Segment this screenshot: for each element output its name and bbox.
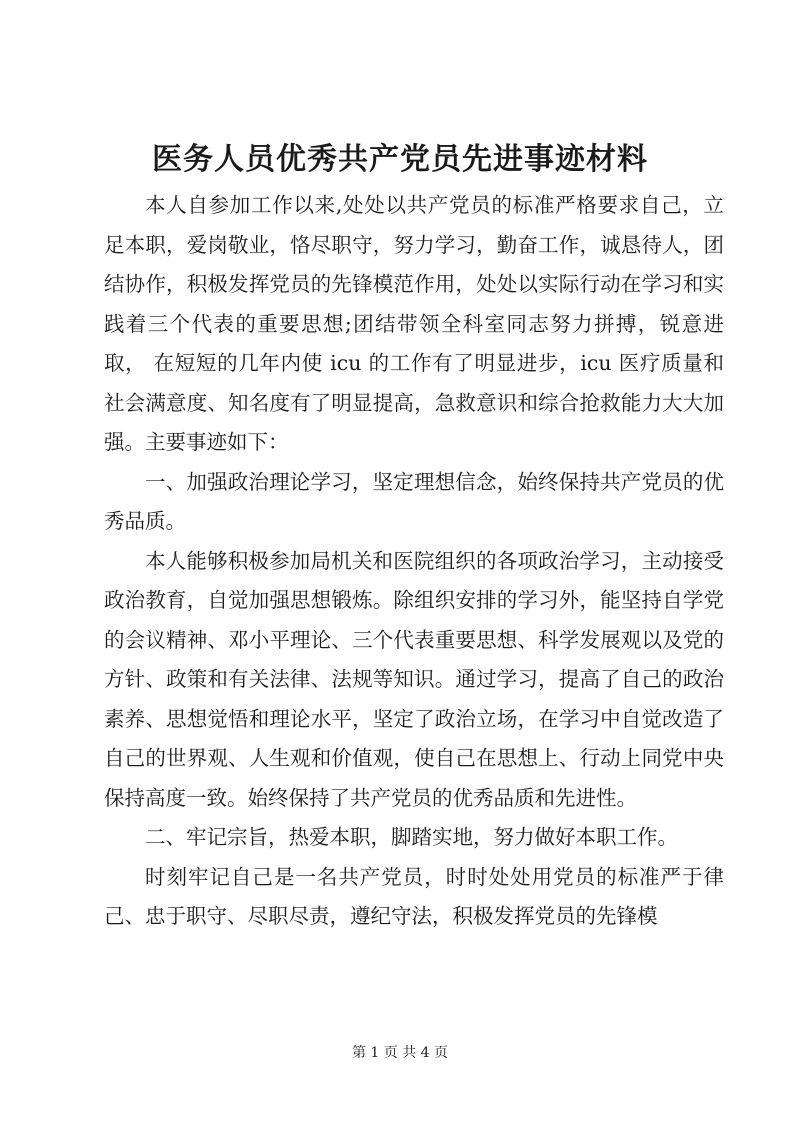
- paragraph-duty: 时刻牢记自己是一名共产党员，时时处处用党员的标准严于律己、忠于职守、尽职尽责，遵纪守法，积极发挥党员的先锋模: [104, 864, 724, 928]
- section-heading-2: 二、牢记宗旨，热爱本职，脚踏实地，努力做好本职工作。: [145, 825, 678, 849]
- page-footer: 第 1 页 共 4 页: [351, 1045, 449, 1061]
- document-title: 医务人员优秀共产党员先进事迹材料: [152, 142, 648, 177]
- document-body: [104, 186, 724, 937]
- paragraph-political-study: 本人能够积极参加局机关和医院组织的各项政治学习，主动接受政治教育，自觉加强思想锻炼。除组织安排的学习外，能坚持自学党的会议精神、邓小平理论、三个代表重要思想、科学发展观以及党的方针、政策和有关法律、法规等知识。通过学习，提高了自己的政治素养、思想觉悟和理论水平，坚定了政治立场，在学习中自觉改造了自己的世界观、人生观和价值观，使自己在思想上、行动上同党中央保持高度一致。始终保持了共产党员的优秀品质和先进性。: [104, 548, 724, 810]
- paragraph-intro: 本人自参加工作以来,处处以共产党员的标准严格要求自己，立足本职，爱岗敬业，恪尽职守，努力学习，勤奋工作，诚恳待人，团结协作，积极发挥党员的先锋模范作用，处处以实际行动在学习和实践着三个代表的重要思想;团结带领全科室同志努力拼搏，锐意进取， 在短短的几年内使 icu 的工作有了明显进步，icu 医疗质量和社会满意度、知名度有了明显提高，急救意识和综合抢救能力大大加强。主要事迹如下：: [104, 193, 724, 454]
- section-heading-1: 一、加强政治理论学习，坚定理想信念，始终保持共产党员的优秀品质。: [104, 469, 724, 533]
